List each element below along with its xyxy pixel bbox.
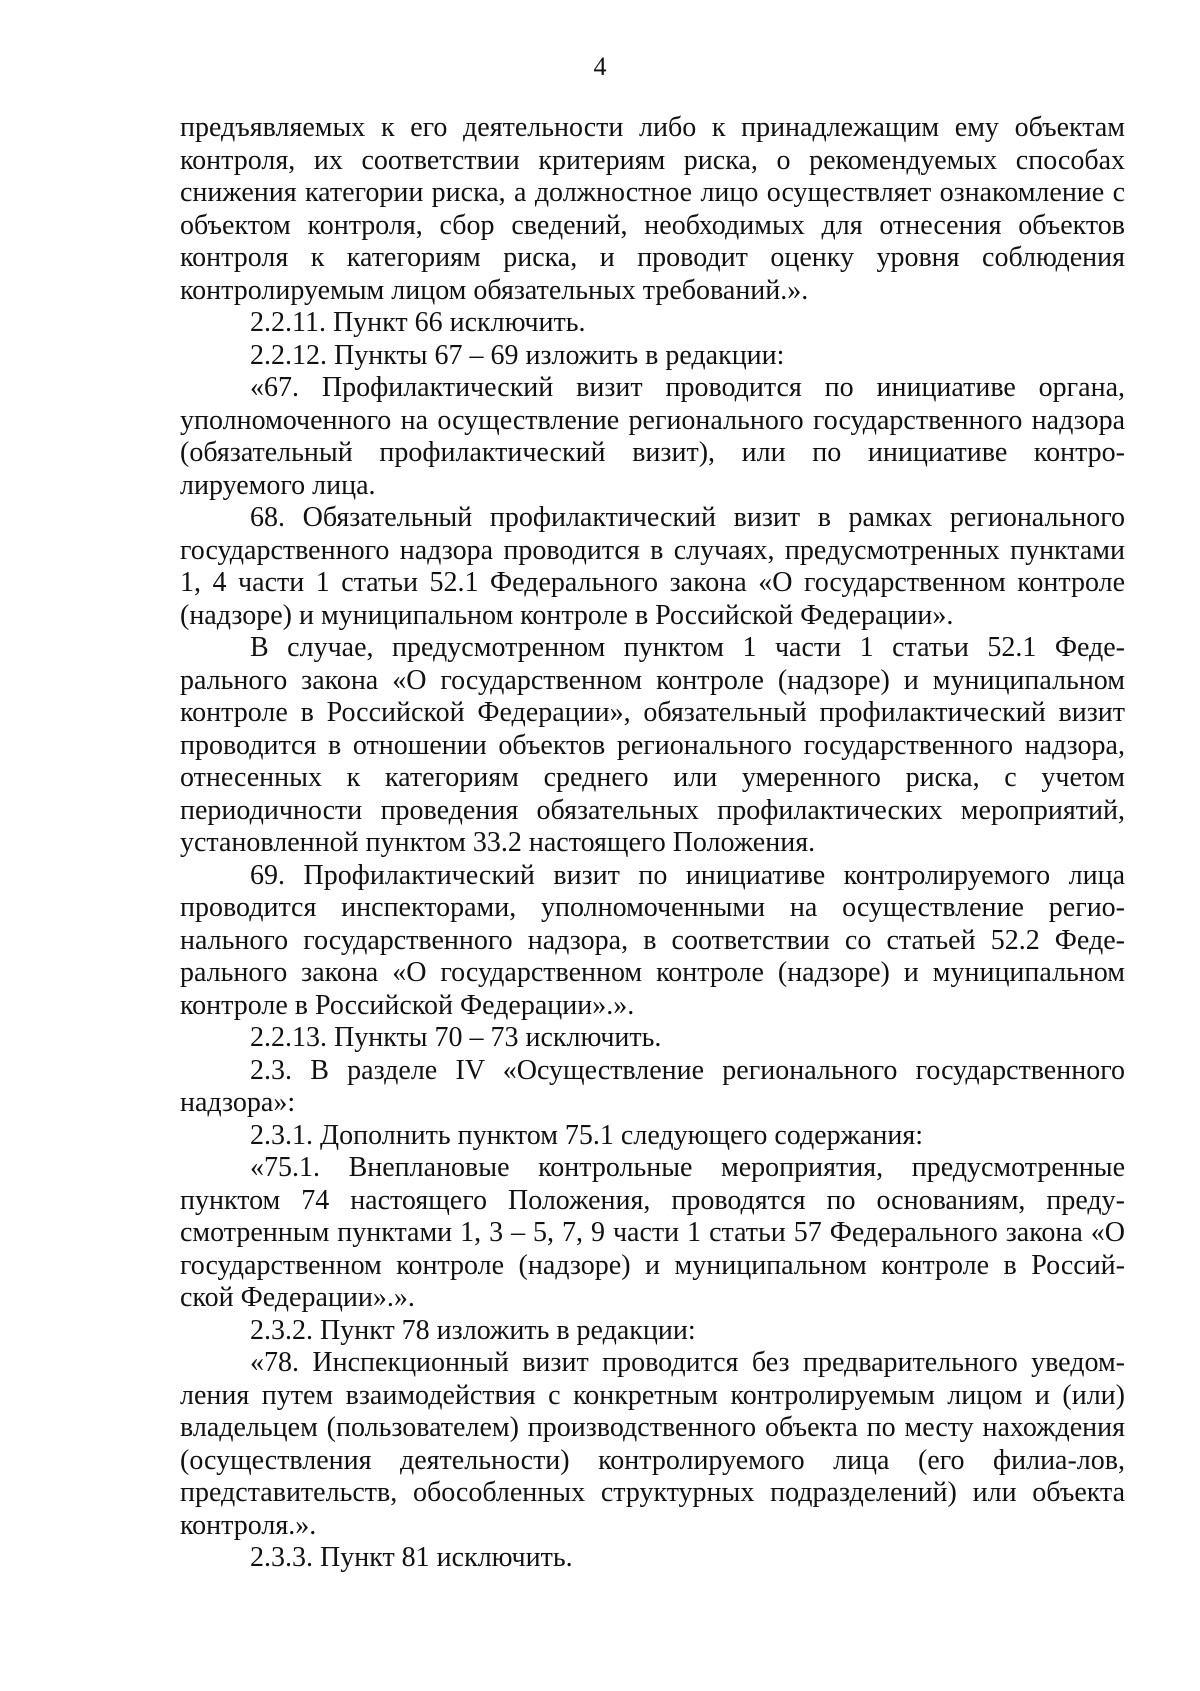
paragraph-2-2-12: 2.2.12. Пункты 67 – 69 изложить в редакции:	[250, 339, 785, 371]
document-body	[180, 112, 1125, 1575]
paragraph-2-3-2: 2.3.2. Пункт 78 изложить в редакции:	[250, 1314, 696, 1346]
paragraph-75-1: «75.1. Внеплановые контрольные мероприятия, предусмотренные пунктом 74 настоящего Положения, проводятся по основаниям, преду-смотренным пунктами 1, 3 – 5, 7, 9 части 1 статьи 57 Федерального закона «О государственном контроле (надзоре) и муниципальном контроле в Россий-ской Федерации».».	[180, 1152, 1125, 1313]
paragraph-67: «67. Профилактический визит проводится по инициативе органа, уполномоченного на осуществление регионального государственного надзора (обязательный профилактический визит), или по инициативе контро-лируемого лица.	[180, 372, 1125, 501]
paragraph-continuation: предъявляемых к его деятельности либо к принадлежащим ему объектам контроля, их соответствии критериям риска, о рекомендуемых способах снижения категории риска, а должностное лицо осуществляет ознакомление с объектом контроля, сбор сведений, необходимых для отнесения объектов контроля к категориям риска, и проводит оценку уровня соблюдения контролируемым лицом обязательных требований.».	[180, 112, 1125, 306]
page-number: 4	[593, 52, 607, 81]
paragraph-68: 68. Обязательный профилактический визит в рамках регионального государственного надзора проводится в случаях, предусмотренных пунктами 1, 4 части 1 статьи 52.1 Федерального закона «О государственном контроле (надзоре) и муниципальном контроле в Российской Федерации».	[180, 502, 1125, 631]
paragraph-2-2-13: 2.2.13. Пункты 70 – 73 исключить.	[250, 1022, 662, 1053]
paragraph-2-3-3: 2.3.3. Пункт 81 исключить.	[250, 1542, 573, 1573]
paragraph-69: 69. Профилактический визит по инициативе контролируемого лица проводится инспекторами, уполномоченными на осуществление регио-нального государственного надзора, в соответствии со статьей 52.2 Феде-рального закона «О государственном контроле (надзоре) и муниципальном контроле в Российской Федерации».».	[180, 859, 1125, 1021]
paragraph-2-2-11: 2.2.11. Пункт 66 исключить.	[250, 307, 586, 338]
paragraph-68-case: В случае, предусмотренном пунктом 1 части 1 статьи 52.1 Феде-рального закона «О государственном контроле (надзоре) и муниципальном контроле в Российской Федерации», обязательный профилактический визит проводится в отношении объектов регионального государственного надзора, отнесенных к категориям среднего или умеренного риска, с учетом периодичности проведения обязательных профилактических мероприятий, установленной пунктом 33.2 настоящего Положения.	[180, 632, 1125, 858]
paragraph-78: «78. Инспекционный визит проводится без предварительного уведом-ления путем взаимодействия с конкретным контролируемым лицом и (или) владельцем (пользователем) производственного объекта по месту нахождения (осуществления деятельности) контролируемого лица (его филиа-лов, представительств, обособленных структурных подразделений) или объекта контроля.».	[180, 1347, 1125, 1541]
paragraph-2-3-1: 2.3.1. Дополнить пунктом 75.1 следующего содержания:	[250, 1119, 924, 1151]
paragraph-2-3: 2.3. В разделе IV «Осуществление регионального государственного надзора»:	[180, 1054, 1125, 1118]
